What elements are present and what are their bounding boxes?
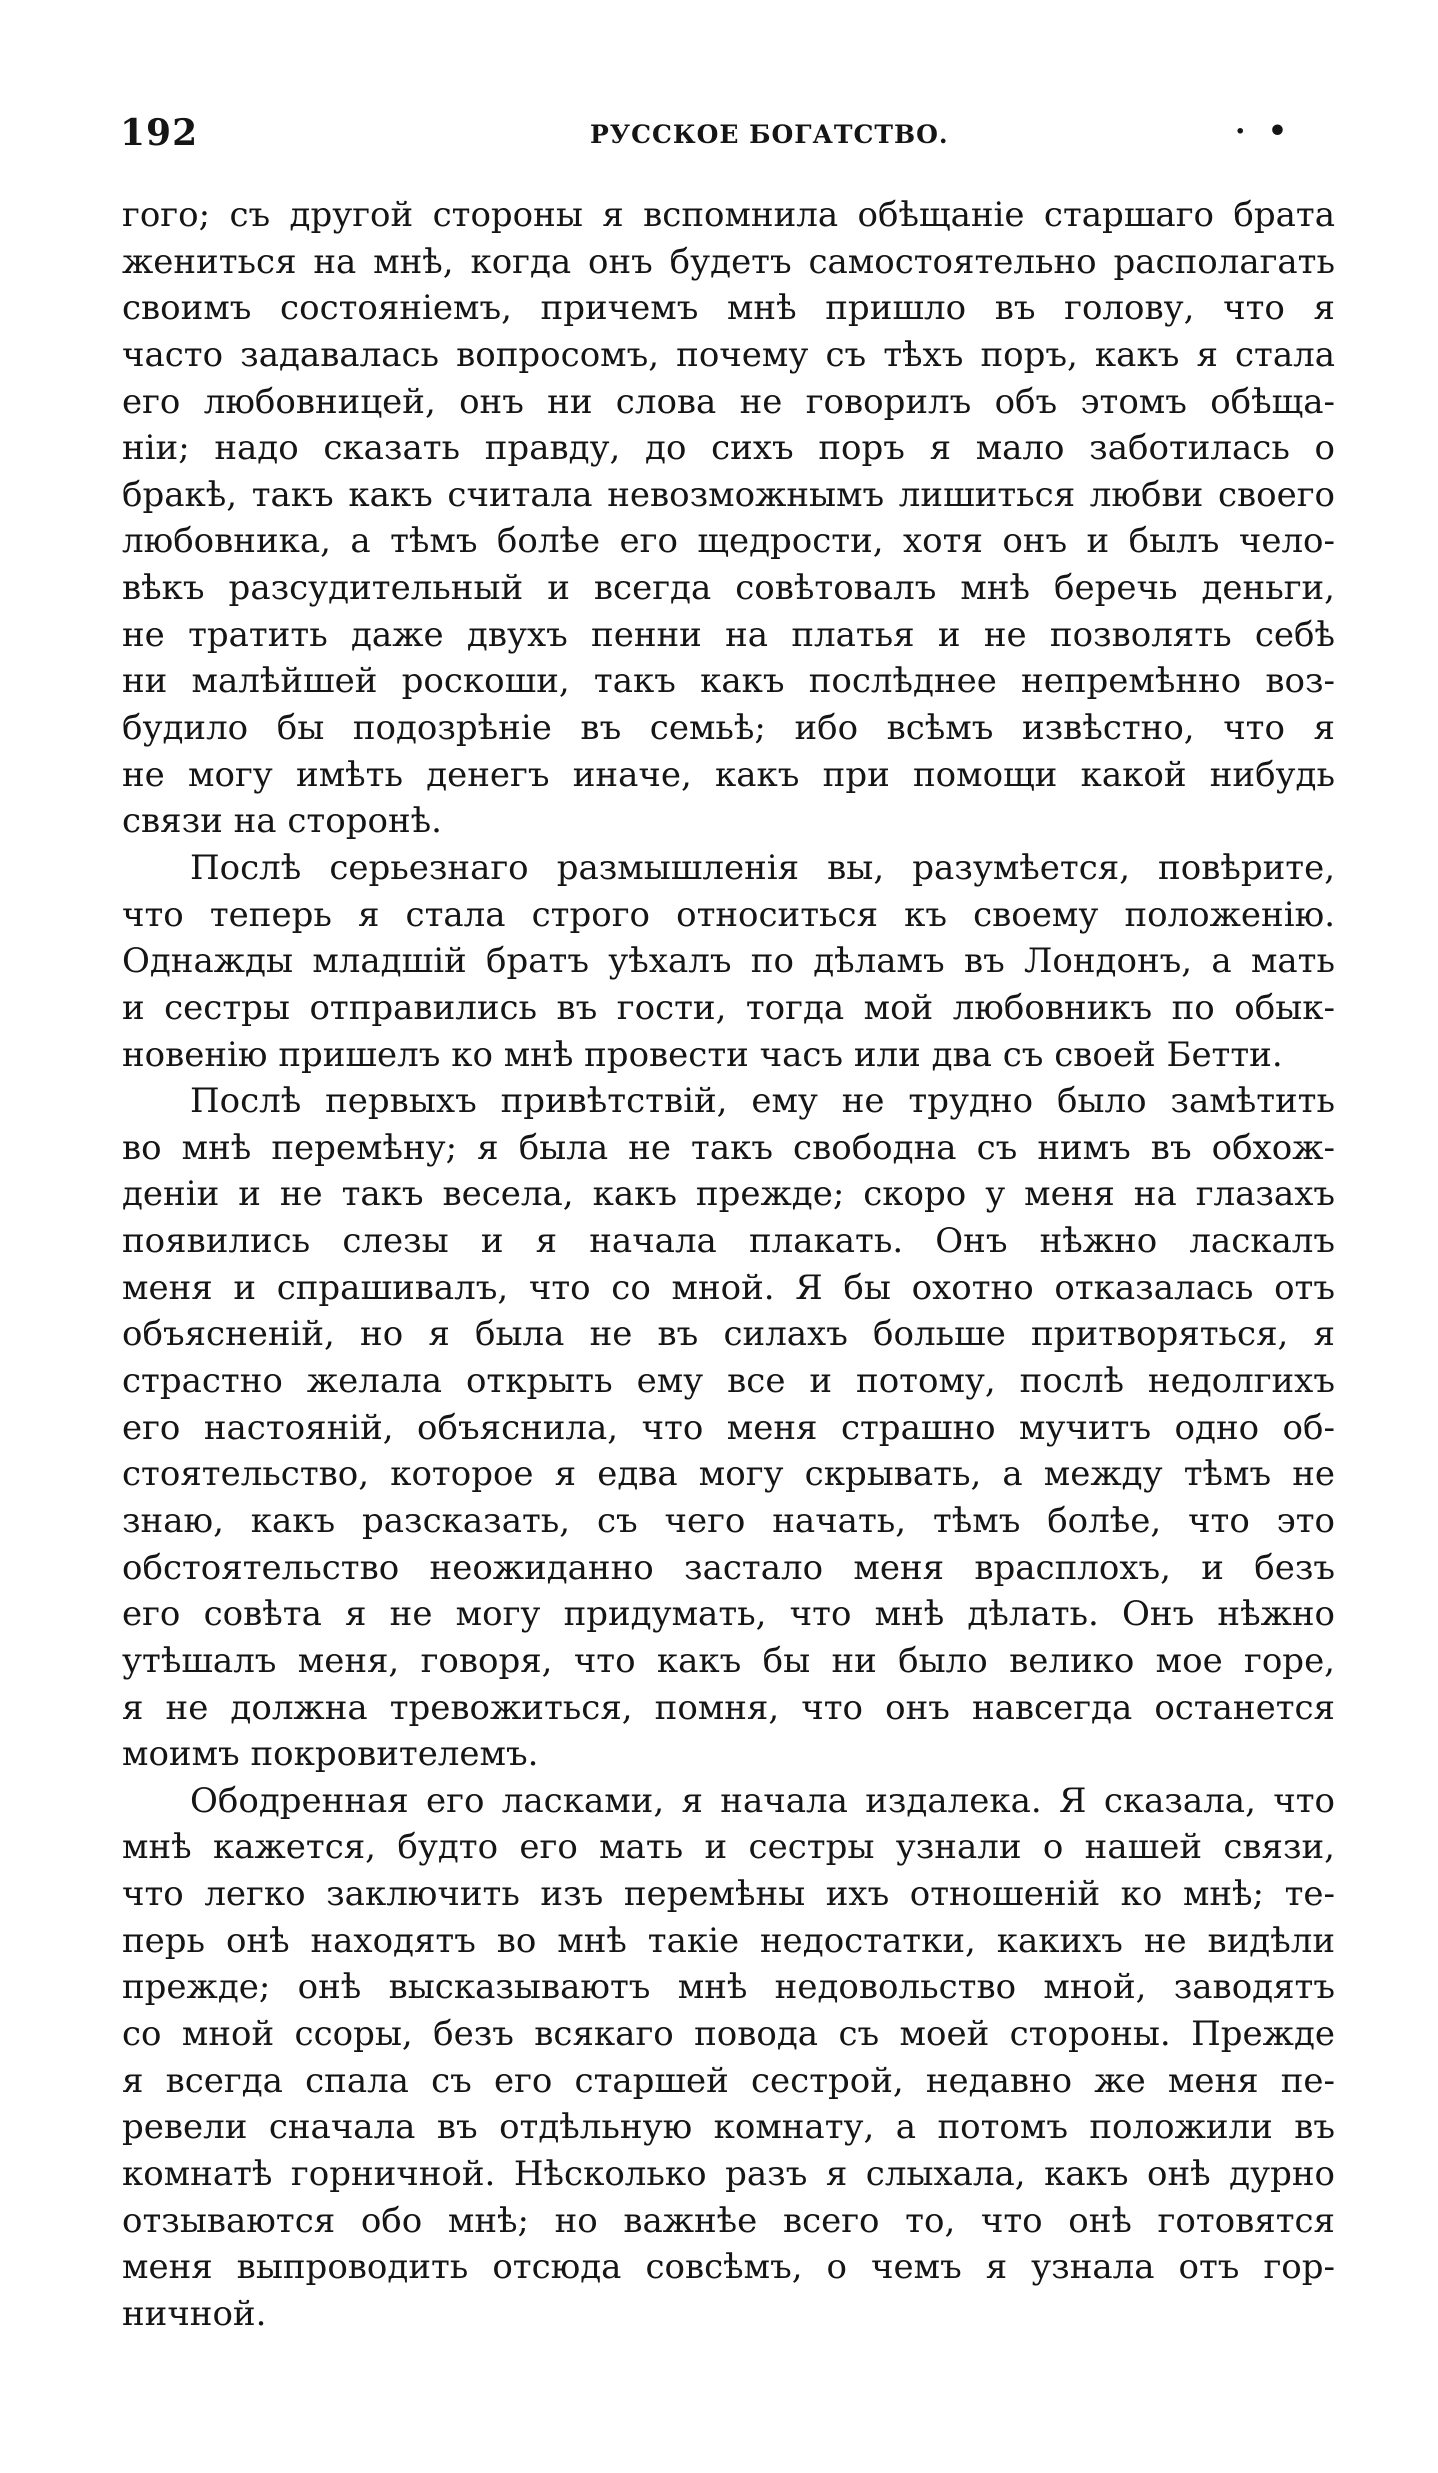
- text-line: Однажды младшій братъ уѣхалъ по дѣламъ въ Лондонъ, а мать: [122, 941, 1335, 982]
- text-line: ничной.: [122, 2293, 267, 2334]
- text-line: своимъ состояніемъ, причемъ мнѣ пришло въ голову, что я: [122, 288, 1335, 329]
- text-line: появились слезы и я начала плакать. Онъ нѣжно ласкалъ: [122, 1221, 1335, 1262]
- text-line: перь онѣ находятъ во мнѣ такіе недостатки, какихъ не видѣли: [122, 1920, 1335, 1961]
- text-line: не могу имѣть денегъ иначе, какъ при помощи какой нибудь: [122, 754, 1335, 795]
- text-line: меня и спрашивалъ, что со мной. Я бы охотно отказалась отъ: [122, 1267, 1335, 1308]
- text-line: стоятельство, которое я едва могу скрывать, а между тѣмъ не: [122, 1454, 1335, 1495]
- text-line: со мной ссоры, безъ всякаго повода съ моей стороны. Прежде: [122, 2013, 1335, 2054]
- text-line: Послѣ серьезнаго размышленія вы, разумѣется, повѣрите,: [190, 847, 1335, 888]
- body-text: [122, 192, 1335, 2337]
- header-mark: · •: [1235, 114, 1294, 149]
- text-line: ни малѣйшей роскоши, такъ какъ послѣднее непремѣнно воз-: [122, 661, 1335, 702]
- page-header: [120, 112, 1320, 172]
- text-line: комнатѣ горничной. Нѣсколько разъ я слыхала, какъ онѣ дурно: [122, 2153, 1335, 2194]
- text-line: его настояній, объяснила, что меня страшно мучитъ одно об-: [122, 1407, 1335, 1448]
- text-line: деніи и не такъ весела, какъ прежде; скоро у меня на глазахъ: [122, 1174, 1335, 1215]
- text-line: мнѣ кажется, будто его мать и сестры узнали о нашей связи,: [122, 1827, 1335, 1868]
- text-line: ревели сначала въ отдѣльную комнату, а потомъ положили въ: [122, 2107, 1335, 2148]
- text-line: связи на сторонѣ.: [122, 801, 442, 842]
- text-line: моимъ покровителемъ.: [122, 1734, 539, 1775]
- text-line: вѣкъ разсудительный и всегда совѣтовалъ мнѣ беречь деньги,: [122, 568, 1335, 609]
- text-line: обстоятельство неожиданно застало меня врасплохъ, и безъ: [122, 1547, 1335, 1588]
- text-line: что легко заключить изъ перемѣны ихъ отношеній ко мнѣ; те-: [122, 1874, 1335, 1915]
- text-line: бракѣ, такъ какъ считала невозможнымъ лишиться любви своего: [122, 474, 1335, 515]
- text-line: во мнѣ перемѣну; я была не такъ свободна съ нимъ въ обхож-: [122, 1127, 1335, 1168]
- text-line: что теперь я стала строго относиться къ своему положенію.: [122, 894, 1335, 935]
- page-number: 192: [120, 112, 199, 154]
- text-line: Послѣ первыхъ привѣтствій, ему не трудно было замѣтить: [190, 1081, 1335, 1122]
- text-line: я не должна тревожиться, помня, что онъ навсегда останется: [122, 1687, 1335, 1728]
- text-line: и сестры отправились въ гости, тогда мой любовникъ по обык-: [122, 987, 1335, 1028]
- text-line: его совѣта я не могу придумать, что мнѣ дѣлать. Онъ нѣжно: [122, 1594, 1335, 1635]
- text-line: меня выпроводить отсюда совсѣмъ, о чемъ я узнала отъ гор-: [122, 2247, 1335, 2288]
- text-line: не тратить даже двухъ пенни на платья и не позволять себѣ: [122, 614, 1335, 655]
- text-line: утѣшалъ меня, говоря, что какъ бы ни было велико мое горе,: [122, 1640, 1335, 1681]
- text-line: знаю, какъ разсказать, съ чего начать, тѣмъ болѣе, что это: [122, 1500, 1335, 1541]
- text-line: я всегда спала съ его старшей сестрой, недавно же меня пе-: [122, 2060, 1335, 2101]
- running-title: РУССКОЕ БОГАТСТВО.: [590, 120, 949, 149]
- text-line: любовника, а тѣмъ болѣе его щедрости, хотя онъ и былъ чело-: [122, 521, 1335, 562]
- text-line: будило бы подозрѣніе въ семьѣ; ибо всѣмъ извѣстно, что я: [122, 708, 1335, 749]
- text-line: гого; съ другой стороны я вспомнила обѣщаніе старшаго брата: [122, 195, 1335, 235]
- text-line: часто задавалась вопросомъ, почему съ тѣхъ поръ, какъ я стала: [122, 334, 1335, 375]
- text-line: жениться на мнѣ, когда онъ будетъ самостоятельно располагать: [122, 241, 1335, 282]
- text-line: прежде; онѣ высказываютъ мнѣ недовольство мной, заводятъ: [122, 1967, 1335, 2008]
- text-line: отзываются обо мнѣ; но важнѣе всего то, что онѣ готовятся: [122, 2200, 1335, 2241]
- text-line: Ободренная его ласками, я начала издалека. Я сказала, что: [190, 1780, 1335, 1821]
- text-line: ніи; надо сказать правду, до сихъ поръ я мало заботилась о: [122, 428, 1335, 469]
- text-line: страстно желала открыть ему все и потому, послѣ недолгихъ: [122, 1361, 1335, 1402]
- text-line: новенію пришелъ ко мнѣ провести часъ или два съ своей Бетти.: [122, 1034, 1283, 1075]
- text-line: его любовницей, онъ ни слова не говорилъ объ этомъ обѣща-: [122, 381, 1335, 422]
- text-line: объясненій, но я была не въ силахъ больше притворяться, я: [122, 1314, 1335, 1355]
